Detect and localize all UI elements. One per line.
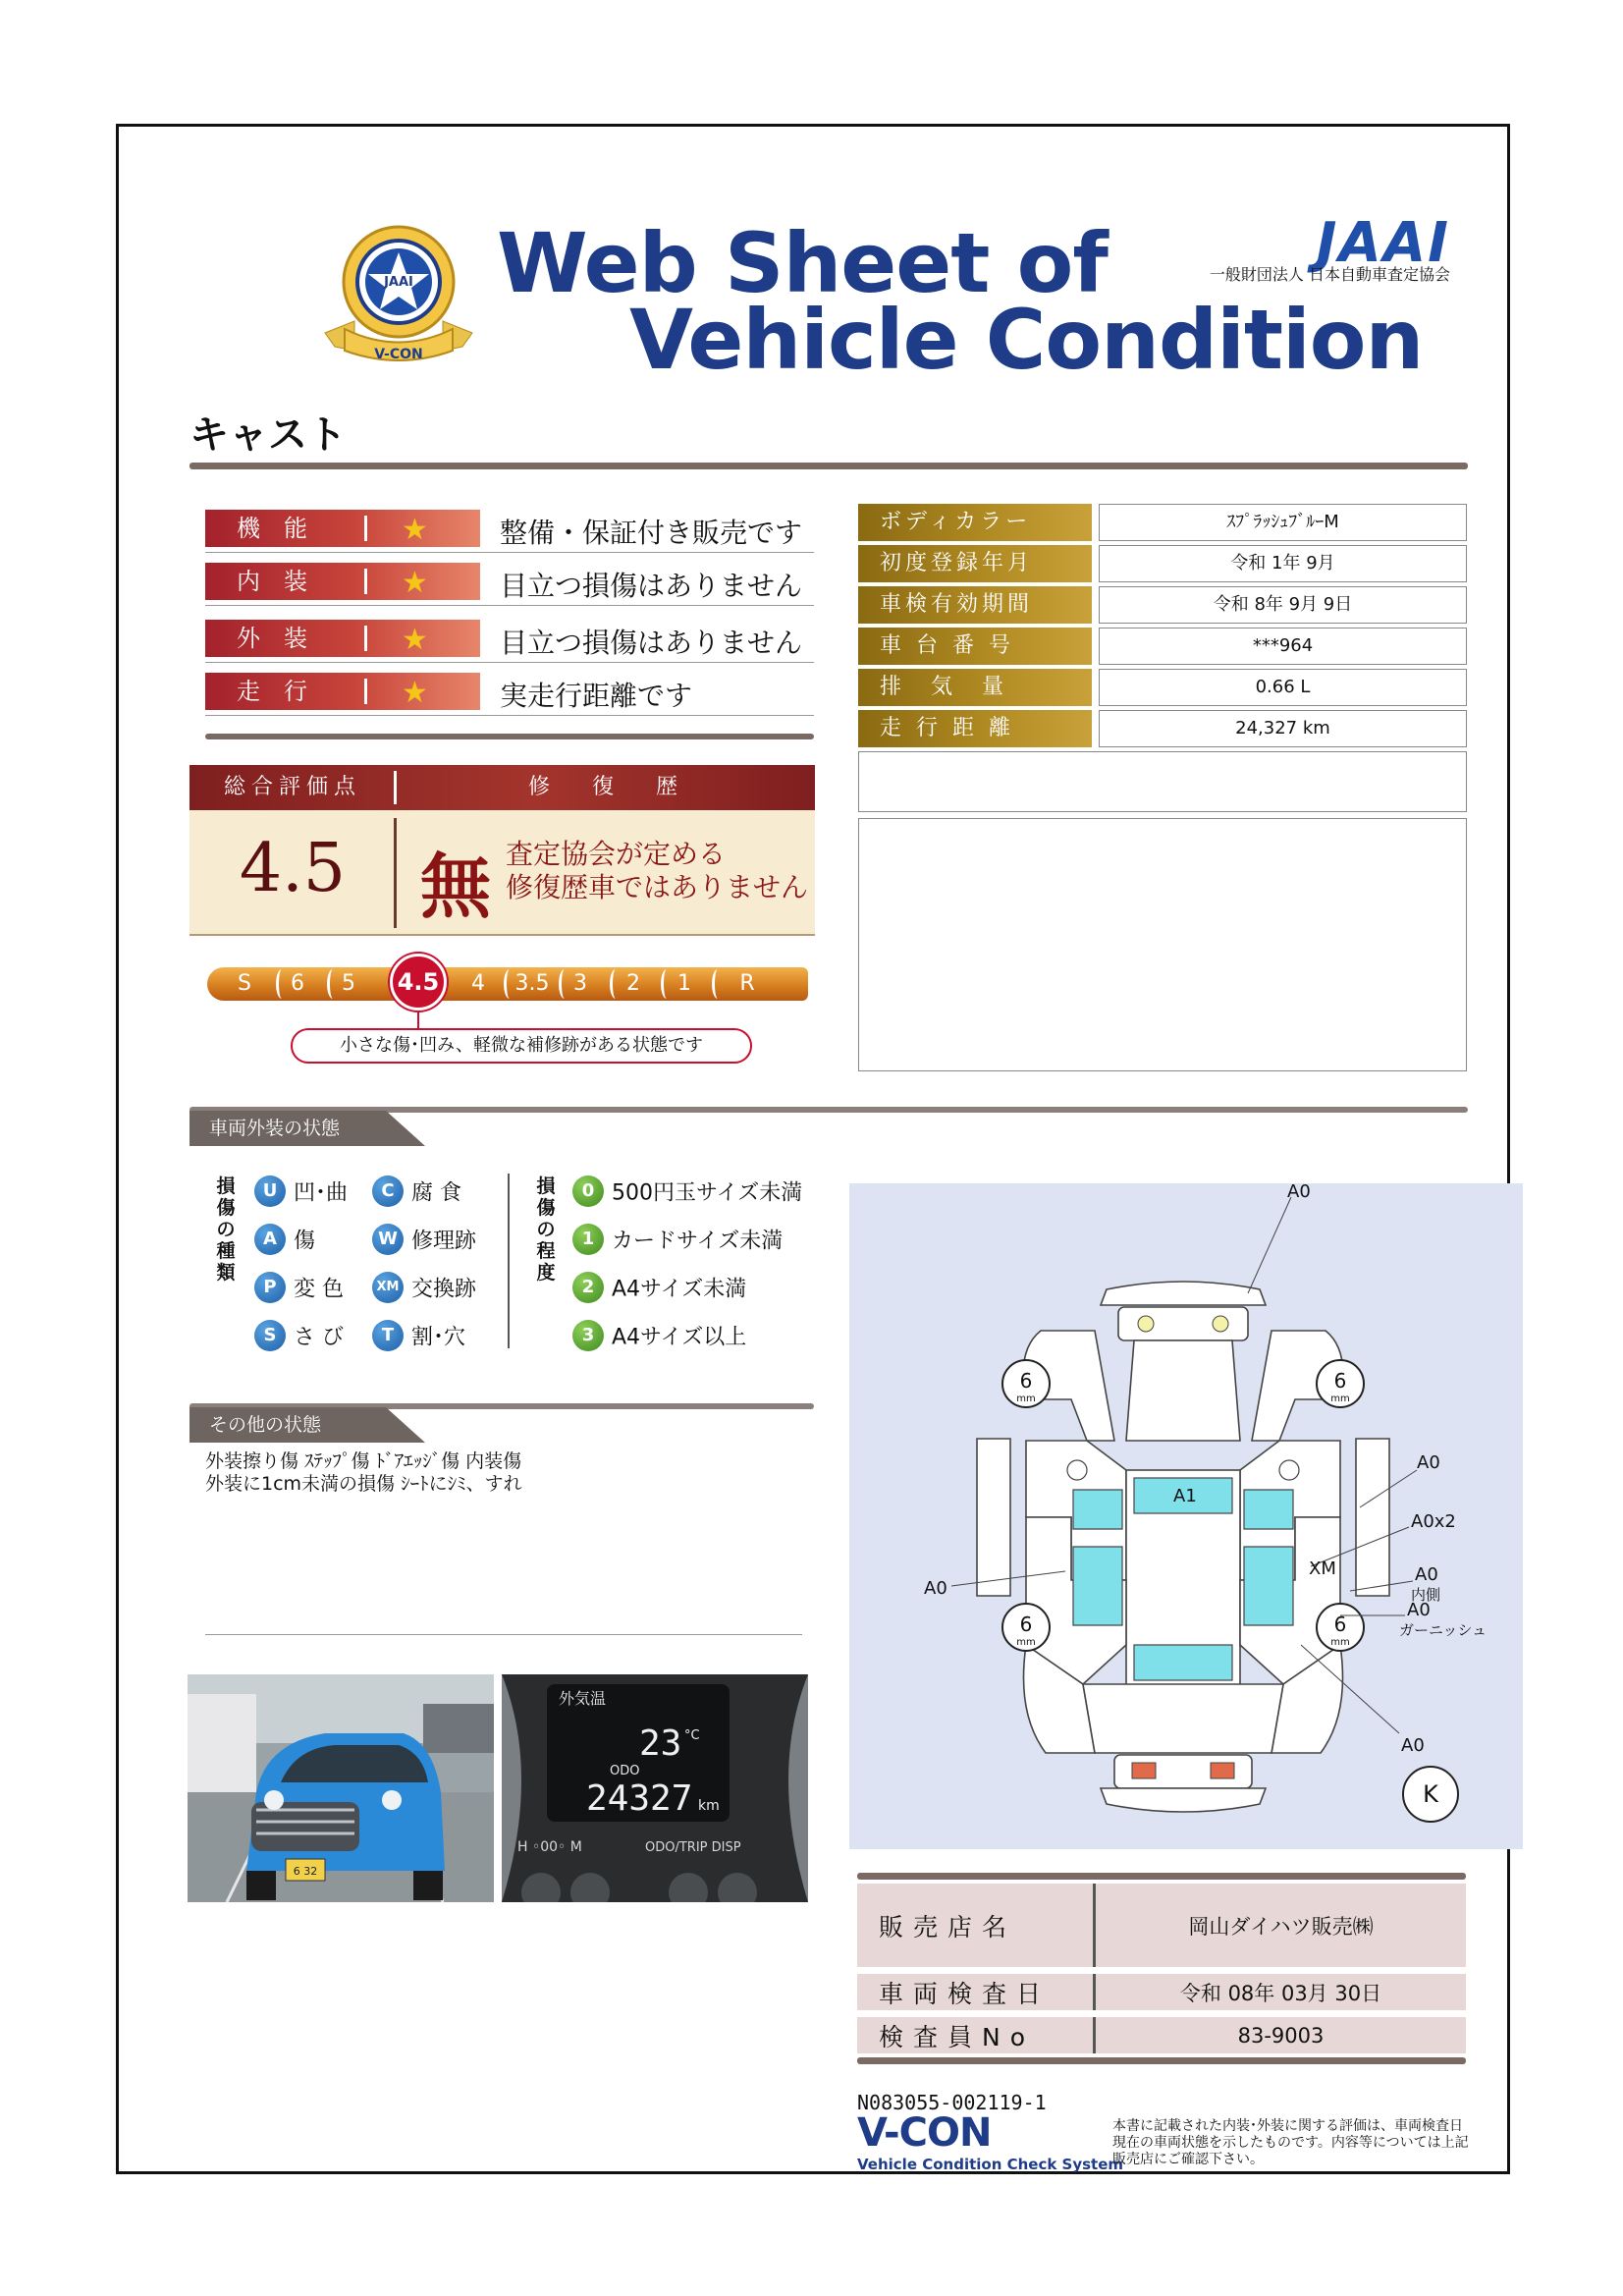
legend-text: 500円玉サイズ未満 xyxy=(612,1180,803,1206)
spec-label: ボディカラー xyxy=(858,504,1092,541)
label-left-side: A0 xyxy=(924,1578,947,1599)
label-right-rear-door: A0x2 xyxy=(1411,1511,1456,1532)
title-rule xyxy=(189,463,1468,469)
rating-row xyxy=(205,614,814,663)
spec-label: 車検有効期間 xyxy=(858,586,1092,624)
dash-button-left: H ◦00◦ M xyxy=(517,1839,582,1855)
label-inner-text: 内側 xyxy=(1411,1586,1441,1604)
rating-text: 実走行距離です xyxy=(500,680,693,712)
outside-temp-unit: °C xyxy=(684,1728,700,1743)
legend-badge: C xyxy=(372,1175,404,1207)
label-bonnet: A1 xyxy=(1173,1486,1197,1506)
odo-value: 24327 xyxy=(586,1778,693,1819)
rating-row xyxy=(205,667,814,716)
shop-value: 岡山ダイハツ販売㈱ xyxy=(1188,1914,1374,1939)
overall-score: 4.5 xyxy=(239,830,347,907)
spec-value: 令和 8年 9月 9日 xyxy=(1099,586,1467,624)
org-name: 一般財団法人 日本自動車査定協会 xyxy=(1209,265,1450,284)
damage-area-left-front-door xyxy=(1073,1490,1122,1529)
svg-text:mm: mm xyxy=(1330,1637,1350,1648)
other-line-1: 外装擦り傷 ｽﾃｯﾌﾟ傷 ﾄﾞｱｴｯｼﾞ傷 内装傷 xyxy=(205,1450,522,1472)
notes-box-large xyxy=(858,818,1467,1071)
ratings-rule xyxy=(205,734,814,739)
legend-badge: S xyxy=(254,1320,286,1351)
legend-badge: P xyxy=(254,1272,286,1303)
grade-item: 3.5 xyxy=(514,971,550,996)
tire-depth-rr: 6 xyxy=(1333,1613,1347,1636)
grade-item: 4 xyxy=(471,971,485,996)
grade-item: 1 xyxy=(677,971,691,996)
spec-label: 走 行 距 離 xyxy=(858,710,1092,747)
shop-label: 販売店名 xyxy=(879,1912,1017,1941)
outside-temp-label: 外気温 xyxy=(559,1689,607,1708)
badge-text: V-CON xyxy=(374,347,423,362)
damage-area-left-rear-door xyxy=(1073,1547,1122,1625)
legend-text: 腐 食 xyxy=(411,1180,461,1206)
legend-text: 傷 xyxy=(294,1229,316,1254)
label-garnish: A0 xyxy=(1407,1600,1431,1620)
star-icon: ★ xyxy=(402,676,428,710)
shop-row xyxy=(857,1971,1466,2010)
spec-value: 令和 1年 9月 xyxy=(1099,545,1467,582)
car-photo xyxy=(188,1674,494,1902)
label-inner: A0 xyxy=(1415,1564,1438,1585)
star-icon: ★ xyxy=(402,566,428,600)
damage-area-right-front-door xyxy=(1244,1490,1293,1529)
legend-text: 修理跡 xyxy=(411,1229,477,1254)
label-rear-fender: XM xyxy=(1309,1558,1336,1579)
svg-text:mm: mm xyxy=(1016,1394,1036,1404)
vcon-badge-logo xyxy=(315,223,482,370)
spec-value: ***964 xyxy=(1099,628,1467,665)
star-icon: ★ xyxy=(402,623,428,657)
legend-text: カードサイズ未満 xyxy=(612,1229,784,1254)
grade-item: R xyxy=(739,971,755,996)
exterior-section-title: 車両外装の状態 xyxy=(189,1111,386,1146)
jaai-logo: JAAI xyxy=(1316,211,1450,275)
tire-depth-rf: 6 xyxy=(1333,1369,1347,1393)
spec-row xyxy=(858,628,1467,665)
badge-center-text: JAAI xyxy=(384,275,413,290)
score-header xyxy=(189,765,815,810)
legend-badge: XM xyxy=(372,1272,404,1303)
other-line-2: 外装に1cm未満の損傷 ｼｰﾄにｼﾐ、すれ xyxy=(205,1473,522,1495)
rating-label: 機能 xyxy=(237,515,331,542)
legend-text: さ び xyxy=(294,1325,344,1350)
legend-text: 交換跡 xyxy=(411,1277,477,1302)
legend-badge: 0 xyxy=(572,1175,604,1207)
damage-area-right-rear-door xyxy=(1244,1547,1293,1625)
repair-header-label: 修 復 歴 xyxy=(528,775,695,799)
shop-row xyxy=(857,1881,1466,1967)
spec-row xyxy=(858,504,1467,541)
k-mark: K xyxy=(1423,1780,1438,1808)
grade-selected: 4.5 xyxy=(390,954,447,1011)
car-name: キャスト xyxy=(189,412,347,458)
odo-unit: km xyxy=(698,1798,720,1814)
legend-text: A4サイズ未満 xyxy=(612,1277,747,1302)
spec-label: 初度登録年月 xyxy=(858,545,1092,582)
outside-temp-value: 23 xyxy=(639,1723,682,1764)
grade-item: 6 xyxy=(291,971,304,996)
grade-item: 2 xyxy=(626,971,640,996)
legend-text: 変 色 xyxy=(294,1277,344,1302)
label-right-front-door: A0 xyxy=(1417,1452,1440,1473)
rating-label: 外装 xyxy=(237,625,331,652)
condition-sheet xyxy=(116,124,1510,2174)
legend-text: A4サイズ以上 xyxy=(612,1325,747,1350)
rating-label: 走行 xyxy=(237,678,331,705)
legend-badge: U xyxy=(254,1175,286,1207)
legend-badge: 1 xyxy=(572,1224,604,1255)
odo-label: ODO xyxy=(610,1764,640,1778)
spec-row xyxy=(858,710,1467,747)
title-line-2: Vehicle Condition xyxy=(629,292,1424,388)
spec-row xyxy=(858,669,1467,706)
rating-row xyxy=(205,557,814,606)
tire-depth-lf: 6 xyxy=(1019,1369,1033,1393)
title-line-1: Web Sheet of xyxy=(497,215,1108,311)
grade-item: S xyxy=(238,971,251,996)
rating-row xyxy=(205,504,814,553)
vcon-logo: V-CON xyxy=(857,2110,992,2156)
label-garnish-text: ガーニッシュ xyxy=(1399,1621,1488,1639)
repair-status: 無 xyxy=(420,845,492,928)
rating-text: 整備・保証付き販売です xyxy=(500,517,803,549)
spec-label: 車 台 番 号 xyxy=(858,628,1092,665)
svg-text:mm: mm xyxy=(1016,1637,1036,1648)
svg-text:mm: mm xyxy=(1330,1394,1350,1404)
spec-label: 排 気 量 xyxy=(858,669,1092,706)
spec-value: 24,327 km xyxy=(1099,710,1467,747)
score-body xyxy=(189,810,815,936)
legend-text: 凹･曲 xyxy=(294,1180,349,1206)
grade-item: 5 xyxy=(342,971,355,996)
odometer-photo xyxy=(502,1674,808,1902)
legend-badge: T xyxy=(372,1320,404,1351)
vehicle-damage-diagram xyxy=(849,1183,1523,1849)
shop-label: 車両検査日 xyxy=(879,1979,1052,2008)
shop-row xyxy=(857,2014,1466,2053)
shop-label: 検査員No xyxy=(879,2022,1035,2051)
legend-badge: 3 xyxy=(572,1320,604,1351)
disclaimer: 本書に記載された内装･外装に関する評価は、車両検査日現在の車両状態を示したものです。内容等については上記販売店にご確認下さい。 xyxy=(1112,2118,1469,2167)
notes-box xyxy=(858,751,1467,812)
legend-badge: 2 xyxy=(572,1272,604,1303)
spec-row xyxy=(858,586,1467,624)
grade-description: 小さな傷･凹み、軽微な補修跡がある状態です xyxy=(291,1028,752,1064)
label-rear-bumper: A0 xyxy=(1401,1735,1425,1756)
document-number: N083055-002119-1 xyxy=(857,2091,1047,2114)
rating-text: 目立つ損傷はありません xyxy=(500,627,803,659)
spec-value: 0.66 L xyxy=(1099,669,1467,706)
legend-text: 割･穴 xyxy=(411,1325,466,1350)
tire-depth-lr: 6 xyxy=(1019,1613,1033,1636)
grade-item: 3 xyxy=(573,971,587,996)
shop-value: 令和 08年 03月 30日 xyxy=(1179,1981,1382,2005)
spec-row xyxy=(858,545,1467,582)
score-header-label: 総合評価点 xyxy=(223,775,361,799)
rating-label: 内装 xyxy=(237,568,331,595)
shop-value: 83-9003 xyxy=(1237,2023,1325,2048)
legend-badge: A xyxy=(254,1224,286,1255)
repair-line-1: 査定協会が定める xyxy=(506,838,727,870)
damage-type-label: 損傷の種類 xyxy=(216,1175,236,1284)
rating-text: 目立つ損傷はありません xyxy=(500,570,803,602)
star-icon: ★ xyxy=(402,513,428,547)
spec-value: ｽﾌﾟﾗｯｼｭﾌﾞﾙｰM xyxy=(1099,504,1467,541)
license-plate: 6 32 xyxy=(293,1865,318,1878)
vcon-subtitle: Vehicle Condition Check System xyxy=(857,2156,1124,2173)
legend-badge: W xyxy=(372,1224,404,1255)
label-front-bumper: A0 xyxy=(1287,1183,1311,1202)
repair-line-2: 修復歴車ではありません xyxy=(506,871,809,903)
dash-button-right: ODO/TRIP DISP xyxy=(645,1840,741,1855)
damage-area-trunk xyxy=(1134,1645,1232,1680)
other-section-title: その他の状態 xyxy=(189,1407,386,1443)
damage-degree-label: 損傷の程度 xyxy=(536,1175,556,1284)
